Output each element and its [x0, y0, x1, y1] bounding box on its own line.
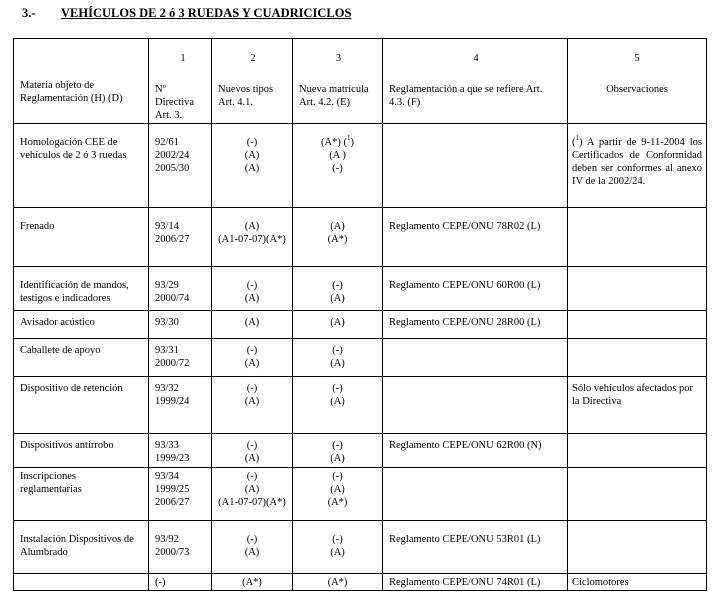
row-matricula [293, 573, 383, 590]
row-observaciones [568, 433, 707, 467]
regulation-table [13, 38, 707, 591]
row-observaciones [568, 376, 707, 433]
row-nuevos [212, 338, 293, 376]
row-directivas [149, 338, 212, 376]
row-reglamento [383, 467, 568, 520]
row-nuevos [212, 433, 293, 467]
matricula-value: (A) [330, 483, 345, 495]
row-observaciones [568, 573, 707, 590]
col-number: 2 [250, 53, 256, 64]
matricula-value: (-) [332, 533, 343, 545]
table-row [14, 310, 707, 338]
row-reglamento [383, 573, 568, 590]
reglamento-value: Reglamento CEPE/ONU 78R02 (L) [389, 220, 541, 232]
header-observaciones [568, 39, 707, 124]
reglamento-value: Reglamento CEPE/ONU 53R01 (L) [389, 533, 541, 545]
nuevos-value: (A) [244, 452, 260, 464]
directiva-value: 1999/23 [155, 452, 190, 464]
table-row [14, 376, 707, 433]
row-reglamento [383, 123, 568, 207]
row-materia [14, 266, 149, 310]
table-row [14, 207, 707, 266]
nuevos-value: (A) [244, 220, 260, 232]
table-row [14, 123, 707, 207]
row-directivas [149, 123, 212, 207]
reglamento-value: Reglamento CEPE/ONU 62R00 (N) [389, 439, 542, 451]
header-materia-line: Materia objeto de [20, 80, 95, 91]
row-directivas [149, 573, 212, 590]
directiva-value: 2005/30 [155, 162, 190, 174]
matricula-value [293, 133, 382, 149]
matricula-value: (-) [332, 470, 343, 482]
section-number: 3.- [22, 6, 36, 20]
header-nueva-matricula [293, 39, 383, 124]
col-number: 5 [634, 53, 640, 64]
header-directiva-line: Directiva [155, 97, 195, 109]
row-reglamento [383, 338, 568, 376]
directiva-value: 93/92 [155, 533, 179, 545]
row-matricula [293, 467, 383, 520]
row-matricula [293, 310, 383, 338]
header-nuevos-tipos [212, 39, 293, 124]
nuevos-value: (A) [244, 292, 260, 304]
nuevos-value: (-) [246, 533, 258, 545]
directiva-value: 2000/72 [155, 357, 190, 369]
nuevos-value: (-) [246, 344, 258, 356]
row-nuevos [212, 520, 293, 573]
nuevos-value: (A1-07-07)(A*) [218, 496, 286, 508]
table-row [14, 520, 707, 573]
row-reglamento [383, 310, 568, 338]
directiva-value: (-) [155, 576, 166, 588]
observaciones-value: Sólo vehículos afectados por la Directiva [572, 382, 694, 407]
materia-line: Caballete de apoyo [20, 344, 101, 356]
header-nuevos-line: Art. 4.1. [218, 97, 253, 109]
matricula-value: (A) [330, 316, 345, 328]
header-reglamentacion-line: 4.3. (F) [389, 97, 421, 109]
table-row [14, 467, 707, 520]
footnote-ref: 1 [346, 133, 351, 142]
nuevos-value: (A) [244, 483, 260, 495]
row-matricula [293, 520, 383, 573]
reglamento-value: Reglamento CEPE/ONU 60R00 (L) [389, 279, 541, 291]
row-materia [14, 433, 149, 467]
materia-line: Avisador acústico [20, 316, 95, 328]
nuevos-value: (A) [244, 162, 260, 174]
header-reglamentacion [383, 39, 568, 124]
row-reglamento [383, 207, 568, 266]
nuevos-value: (-) [246, 136, 258, 148]
col-number: 3 [335, 53, 342, 64]
row-matricula [293, 207, 383, 266]
row-materia [14, 310, 149, 338]
matricula-text: (A*) ( [321, 136, 347, 148]
directiva-value: 93/14 [155, 220, 179, 232]
directiva-value: 2006/27 [155, 496, 190, 508]
row-directivas [149, 207, 212, 266]
directiva-value: 92/61 [155, 136, 179, 148]
row-matricula [293, 433, 383, 467]
row-directivas [149, 266, 212, 310]
observaciones-value: Ciclomotores [572, 576, 629, 588]
materia-line: Dispositivos antirrobo [20, 439, 114, 451]
matricula-value: (A) [330, 357, 345, 369]
row-materia [14, 376, 149, 433]
materia-line: Identificación de mandos, [20, 279, 129, 291]
row-materia [14, 207, 149, 266]
row-directivas [149, 433, 212, 467]
row-materia [14, 467, 149, 520]
matricula-text: ) [350, 136, 354, 148]
materia-line: testigos e indicadores [20, 292, 111, 304]
materia-line: Alumbrado [20, 546, 68, 558]
row-nuevos [212, 573, 293, 590]
header-directiva-line: Nº [155, 84, 166, 96]
materia-line: Inscripciones [20, 470, 76, 482]
matricula-value: (A) [330, 546, 345, 558]
directiva-value: 2006/27 [155, 233, 190, 245]
nuevos-value: (A) [244, 316, 260, 328]
nuevos-value: (A) [244, 149, 260, 161]
header-materia-line: Reglamentación (H) (D) [20, 93, 123, 105]
row-observaciones [568, 266, 707, 310]
nuevos-value: (-) [246, 279, 258, 291]
nuevos-value: (A) [244, 546, 260, 558]
row-reglamento [383, 266, 568, 310]
directiva-value: 2000/74 [155, 292, 190, 304]
directiva-value: 93/32 [155, 382, 179, 394]
directiva-value: 93/31 [155, 344, 179, 356]
row-materia [14, 573, 149, 590]
materia-line: Frenado [20, 220, 55, 232]
materia-line: Homologación CEE de [20, 136, 118, 148]
matricula-value: (-) [332, 439, 343, 451]
header-nuevos-line: Nuevos tipos [218, 84, 274, 96]
row-nuevos [212, 310, 293, 338]
row-nuevos [212, 376, 293, 433]
directiva-value: 93/30 [155, 316, 179, 328]
reglamento-value: Reglamento CEPE/ONU 74R01 (L) [389, 576, 541, 588]
col-number: 4 [473, 53, 479, 64]
directiva-value: 93/33 [155, 439, 179, 451]
materia-line: Dispositivo de retención [20, 382, 123, 394]
matricula-value: (A*) [327, 233, 348, 245]
table-row [14, 573, 707, 590]
matricula-value: (-) [332, 162, 343, 174]
row-matricula [293, 266, 383, 310]
directiva-value: 2000/73 [155, 546, 190, 558]
section-title [22, 6, 351, 22]
header-observaciones-label: Observaciones [606, 84, 668, 96]
nuevos-value: (-) [246, 470, 258, 482]
section-heading: VEHÍCULOS DE 2 ó 3 RUEDAS Y CUADRICICLOS [61, 6, 352, 20]
table-header-row [14, 39, 707, 124]
row-nuevos [212, 266, 293, 310]
table-row [14, 433, 707, 467]
matricula-value: (A) [330, 292, 345, 304]
directiva-value: 1999/24 [155, 395, 190, 407]
nuevos-value: (-) [246, 382, 258, 394]
header-matricula-line: Nueva matrícula [299, 84, 369, 96]
row-directivas [149, 520, 212, 573]
header-directiva [149, 39, 212, 124]
directiva-value: 93/34 [155, 470, 179, 482]
matricula-value: (A) [330, 220, 345, 232]
materia-line: vehículos de 2 ó 3 ruedas [20, 149, 127, 161]
row-observaciones [568, 520, 707, 573]
reglamento-value: Reglamento CEPE/ONU 28R00 (L) [389, 316, 541, 328]
row-reglamento [383, 376, 568, 433]
header-reglamentacion-line: Reglamentación a que se refiere Art. [389, 84, 543, 96]
matricula-value: (A) [330, 452, 345, 464]
nuevos-value: (-) [246, 439, 258, 451]
nuevos-value: (A) [244, 395, 260, 407]
col-number: 1 [180, 53, 186, 64]
directiva-value: 2002/24 [155, 149, 190, 161]
matricula-value: (-) [332, 382, 343, 394]
row-observaciones: ($^1$) A partir de 9-11-2004 los Certificados de Conformidad deben ser conformes al anexo IV de la 2002/24. [568, 123, 707, 207]
row-matricula [293, 376, 383, 433]
row-materia [14, 338, 149, 376]
matricula-value: (A*) [327, 496, 348, 508]
row-nuevos [212, 467, 293, 520]
header-directiva-line: Art. 3. [155, 110, 183, 122]
nuevos-value: (A) [244, 357, 260, 369]
row-directivas [149, 310, 212, 338]
row-nuevos [212, 123, 293, 207]
matricula-value: (-) [332, 279, 343, 291]
row-reglamento [383, 433, 568, 467]
header-materia [14, 39, 149, 124]
observaciones-value: ) A partir de 9-11-2004 los Certificados de Conformidad deben ser conformes al anexo IV de la 2002/24. [572, 136, 702, 187]
footnote-ref: 1 [575, 133, 579, 142]
row-observaciones [568, 467, 707, 520]
materia-line: reglamentarias [20, 483, 82, 495]
directiva-value: 1999/25 [155, 483, 190, 495]
matricula-value: (-) [332, 344, 343, 356]
table-row [14, 338, 707, 376]
table-row [14, 266, 707, 310]
nuevos-value: (A*) [242, 576, 262, 588]
header-matricula-line: Art. 4.2. (E) [299, 97, 351, 109]
row-materia [14, 123, 149, 207]
directiva-value: 93/29 [155, 279, 179, 291]
matricula-value: (A*) [327, 576, 348, 588]
row-matricula [293, 123, 383, 207]
row-observaciones [568, 207, 707, 266]
row-materia [14, 520, 149, 573]
row-observaciones [568, 310, 707, 338]
row-nuevos [212, 207, 293, 266]
row-observaciones [568, 338, 707, 376]
nuevos-value: (A1-07-07)(A*) [218, 233, 286, 245]
row-matricula [293, 338, 383, 376]
matricula-value: (A) [330, 395, 345, 407]
row-reglamento [383, 520, 568, 573]
row-directivas [149, 467, 212, 520]
row-directivas [149, 376, 212, 433]
matricula-value: (A ) [329, 149, 346, 161]
materia-line: Instalación Dispositivos de [20, 533, 134, 545]
